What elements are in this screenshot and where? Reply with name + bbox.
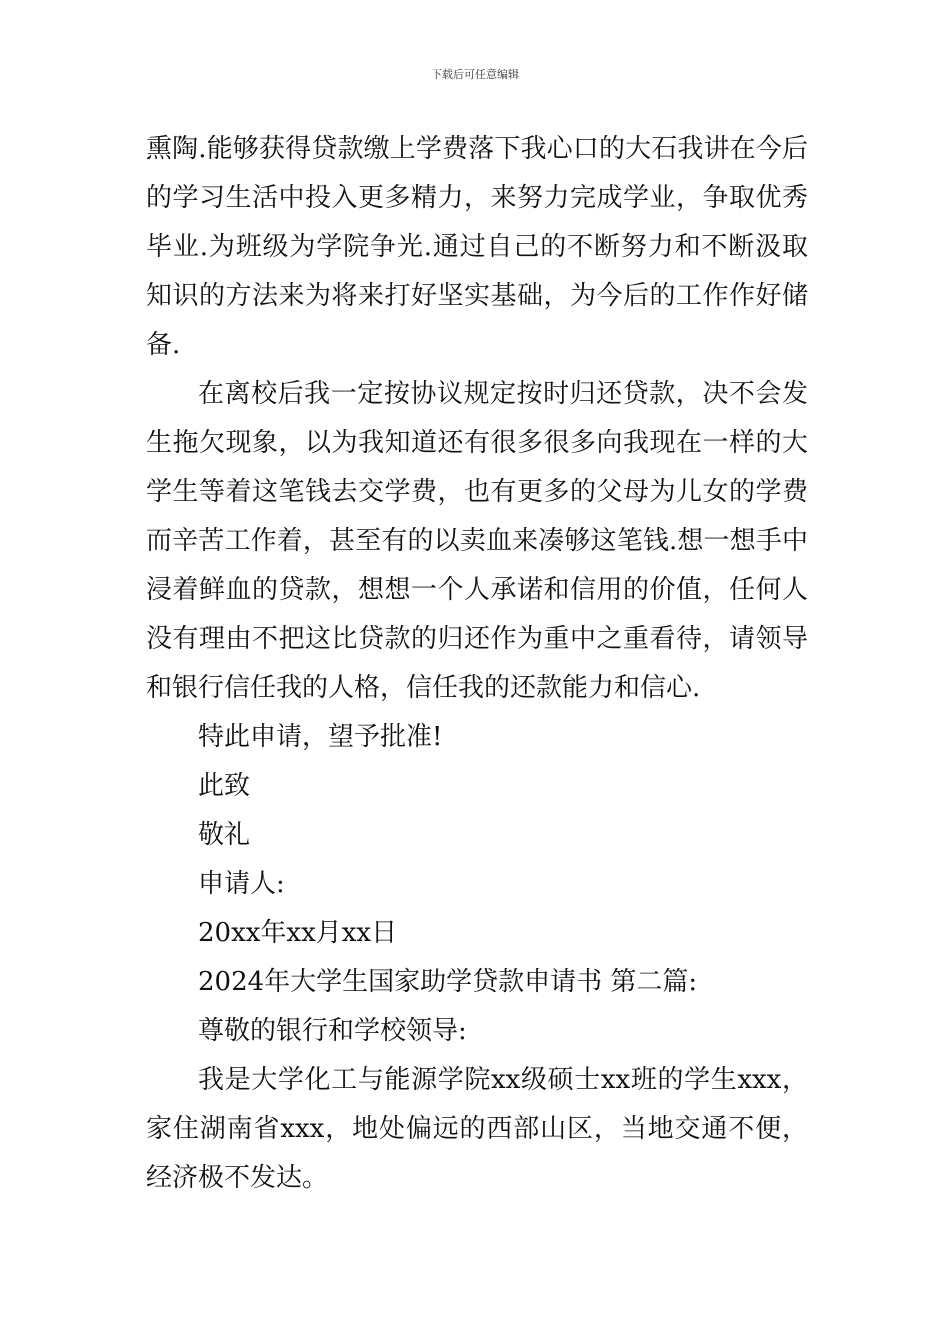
paragraph-section-title: 2024年大学生国家助学贷款申请书 第二篇:: [198, 967, 698, 997]
paragraph-1: 熏陶.能够获得贷款缴上学费落下我心口的大石我讲在今后的学习生活中投入更多精力，来努力完成学业，争取优秀毕业.为班级为学院争光.通过自己的不断努力和不断汲取知识的方法来为将来打好坚实基础，为今后的工作作好储备.: [146, 134, 808, 360]
paragraph-greeting: 尊敬的银行和学校领导:: [198, 1016, 467, 1046]
paragraph-date: 20xx年xx月xx日: [198, 918, 398, 948]
paragraph-intro: 我是大学化工与能源学院xx级硕士xx班的学生xxx，家住湖南省xxx，地处偏远的西部山区，当地交通不便，经济极不发达。: [146, 1065, 808, 1193]
document-body: [146, 125, 808, 1203]
paragraph-regards: 敬礼: [198, 820, 251, 850]
page-header-note: 下载后可任意编辑: [431, 68, 519, 81]
paragraph-salutation: 此致: [198, 771, 251, 801]
paragraph-applicant: 申请人:: [198, 869, 285, 899]
paragraph-request: 特此申请，望予批准!: [198, 722, 443, 752]
paragraph-2: 在离校后我一定按协议规定按时归还贷款，决不会发生拖欠现象，以为我知道还有很多很多向我现在一样的大学生等着这笔钱去交学费，也有更多的父母为儿女的学费而辛苦工作着，甚至有的以卖血来凑够这笔钱.想一想手中浸着鲜血的贷款，想想一个人承诺和信用的价值，任何人没有理由不把这比贷款的归还作为重中之重看待，请领导和银行信任我的人格，信任我的还款能力和信心.: [146, 379, 808, 703]
